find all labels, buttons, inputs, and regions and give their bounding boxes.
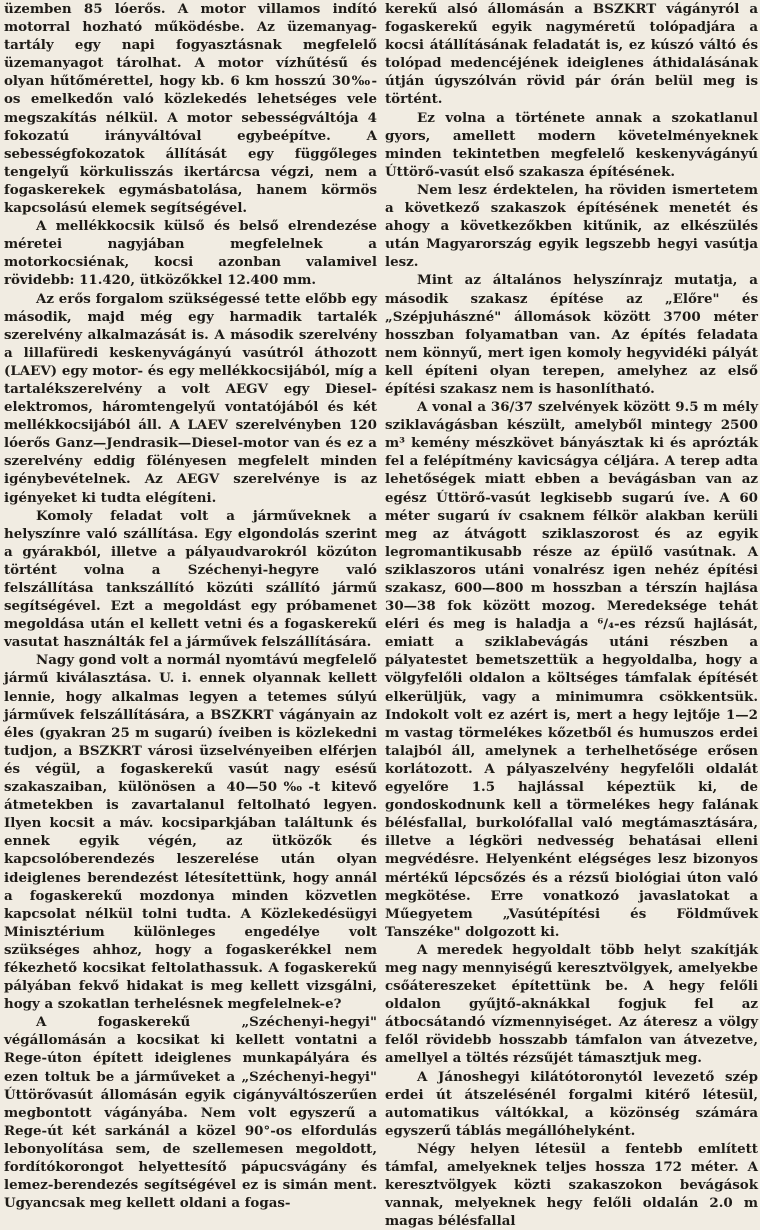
paragraph: A vonal a 36/37 szelvények között 9.5 m mély sziklavágásban készült, amelyből mintegy 2500 m³ kemény mészkövet bányásztak ki és aprózták fel a felépítmény kavicságya céljára. A terep adta lehetőségek miatt ebben a bevágásban van az egész Úttörő-vasút legkisebb sugarú íve. A 60 méter sugarú ív csaknem félkör alakban kerüli meg az átvágott sziklaszorost és az egyik legromantikusabb része az épülő vasútnak. A sziklaszoros utáni vonalrész igen nehéz építési szakasz, 600—800 m hosszban a térszín hajlása 30—38 fok között mozog. Meredeksége tehát eléri és meg is haladja a ⁶/₄-es rézsű hajlását, emiatt a sziklabevágás utáni részben a pályatestet bemetszettük a hegyoldalba, hogy a völgyfelőli oldalon a költséges támfalak építését elkerüljük, vagy a minimumra csökkentsük. Indokolt volt ez azért is, mert a hegy lejtője 1—2 m vastag törmelékes kőzetből és humuszos erdei talajból áll, amelynek a terhelhetősége erősen korlátozott. A pályaszelvény hegyfelőli oldalát egyelőre 1.5 hajlással képeztük ki, de gondoskodnunk kell a törmelékes hegy falának bélésfallal, burkolófallal való megtámasztására, illetve a légköri nedvesség behatásai elleni megvédésre. Helyenként elégséges lesz bizonyos mértékű lépcsőzés és a rézsű biológiai úton való megkötése. Erre vonatkozó javaslatokat a Műegyetem „Vasútépítési és Földművek Tanszéke" dolgozott ki. bbox=[385, 399, 758, 940]
paragraph: kerekű alsó állomásán a BSZKRT vágányról a fogaskerekű egyik nagyméretű tolópadjára a kocsi átállításának feladatát is, ez kúszó váltó és tolópad medencéjének ideiglenes áthidalásának útján úgyszólván rövid pár órán belül meg is történt. bbox=[385, 1, 758, 108]
paragraph: A fogaskerekű „Széchenyi-hegyi" végállomásán a kocsikat ki kellett vontatni a Rege-úton épített ideiglenes munkapályára és ezen toltuk be a járműveket a „Széchenyi-hegyi" Úttörővasút állomásán egyik cigányváltószerűen megbontott vágányába. Nem volt egyszerű a Rege-út két sarkánál a közel 90°-os elfordulás lebonyolítása sem, de szellemesen megoldott, fordítókorongot helyettesítő pápucsvágány és lemez-berendezés segítségével ez is simán ment. Ugyancsak meg kellett oldani a fogas- bbox=[4, 1014, 377, 1212]
paragraph: üzemben 85 lóerős. A motor villamos indító motorral hozható működésbe. Az üzemanyag-tartály egy napi fogyasztásnak megfelelő üzemanyagot tárolhat. A motor vízhűtésű és olyan hűtőmérettel, hogy kb. 6 km hosszú 30‰-os emelkedőn való közlekedés lehetséges vele megszakítás nélkül. A motor sebességváltója 4 fokozatú irányváltóval egybeépítve. A sebességfokozatok állítását egy függőleges tengelyű körkulisszás ikertárcsa végzi, nem a fogaskerekek egymásbatolása, hanem körmös kapcsolású elemek segítségével. bbox=[4, 1, 377, 217]
right-column bbox=[385, 0, 758, 1230]
paragraph: Nem lesz érdektelen, ha röviden ismertetem a következő szakaszok építésének menetét és ahogy a következőkben kitűnik, az elkészülés után Magyarország egyik legszebb hegyi vasútja lesz. bbox=[385, 181, 758, 271]
paragraph: Négy helyen létesül a fentebb említett támfal, amelyeknek teljes hossza 172 méter. A keresztvölgyek közti szakaszokon bevágások vannak, melyeknek hegy felőli oldalán 2.0 m magas bélésfallal bbox=[385, 1140, 758, 1230]
paragraph: A meredek hegyoldalt több helyt szakítják meg nagy mennyiségű keresztvölgyek, amelyekbe csőátereszeket építettünk be. A hegy felőli oldalon gyűjtő-aknákkal fogjuk fel az átbocsátandó vízmennyiséget. Az áteresz a völgy felől rövidebb hosszabb támfalon van átvezetve, amellyel a töltés rézsűjét támasztjuk meg. bbox=[385, 941, 758, 1067]
paragraph: A mellékkocsik külső és belső elrendezése méretei nagyjában megfelelnek a motorkocsiénak, kocsi azonban valamivel rövidebb: 11.420, ütközőkkel 12.400 mm. bbox=[4, 218, 377, 289]
paragraph: Komoly feladat volt a járműveknek a helyszínre való szállítása. Egy elgondolás szerint a gyárakból, illetve a pályaudvarokról közúton történt volna a Széchenyi-hegyre való felszállítása tankszállító közúti szállító jármű segítségével. Ezt a megoldást egy próbamenet megoldása után el kellett vetni és a fogaskerekű vasutat használták fel a járművek felszállítására. bbox=[4, 507, 377, 651]
paragraph: Ez volna a története annak a szokatlanul gyors, amellett modern követelményeknek minden tekintetben megfelelő keskenyvágányú Úttörő-vasút első szakasza építésének. bbox=[385, 109, 758, 180]
left-column bbox=[4, 0, 377, 1212]
paragraph: Az erős forgalom szükségessé tette előbb egy második, majd még egy harmadik tartalék szerelvény alkalmazását is. A második szerelvény a lillafüredi keskenyvágányú vasútról áthozott (LAEV) egy motor- és egy mellékkocsijából, míg a tartalékszerelvény a volt AEGV egy Diesel-elektromos, háromtengelyű vontatójából és két mellékkocsijából áll. A LAEV szerelvényben 120 lóerős Ganz—Jendrasik—Diesel-motor van és ez a szerelvény eddig fölényesen megfelelt minden igénybevételnek. Az AEGV szerelvénye is az igényeket ki tudta elégíteni. bbox=[4, 290, 377, 506]
paragraph: Mint az általános helyszínrajz mutatja, a második szakasz építése az „Előre" és „Szépjuhászné" állomások között 3700 méter hosszban folyamatban van. Az építés feladata nem könnyű, mert igen komoly hegyvidéki pályát kell építeni olyan terepen, amelyhez az első építési szakasz nem is hasonlítható. bbox=[385, 272, 758, 397]
paragraph: Nagy gond volt a normál nyomtávú megfelelő jármű kiválasztása. U. i. ennek olyannak kellett lennie, hogy alkalmas legyen a tetemes súlyú járművek felszállítására, a BSZKRT vágányain az éles (gyakran 25 m sugarú) íveiben is közlekedni tudjon, a BSZKRT városi üzselvényeiben elférjen és végül, a fogaskerekű vasút nagy esésű szakaszaiban, különösen a 40—50‰-t kitevő átmetekben is zavartalanul feltolható legyen. Ilyen kocsit a máv. kocsiparkjában találtunk és ennek egyik végén, az ütközők és kapcsolóberendezés leszerelése után olyan ideiglenes berendezést létesítettünk, hogy annál a fogaskerekű mozdonya minden közvetlen kapcsolat nélkül tolni tudta. A Közlekedésügyi Minisztérium különleges engedélye volt szükséges ahhoz, hogy a fogaskerékkel nem fékezhető kocsikat feltolathassuk. A fogaskerekű pályában fekvő hidakat is meg kellett vizsgálni, hogy a szokatlan terhelésnek megfelelnek-e? bbox=[4, 652, 377, 1013]
paragraph: A Jánoshegyi kilátótoronytól levezető szép erdei út átszelésénél forgalmi kitérő létesül, automatikus váltókkal, a közönség számára egyszerű táblás megállóhelyként. bbox=[385, 1068, 758, 1139]
